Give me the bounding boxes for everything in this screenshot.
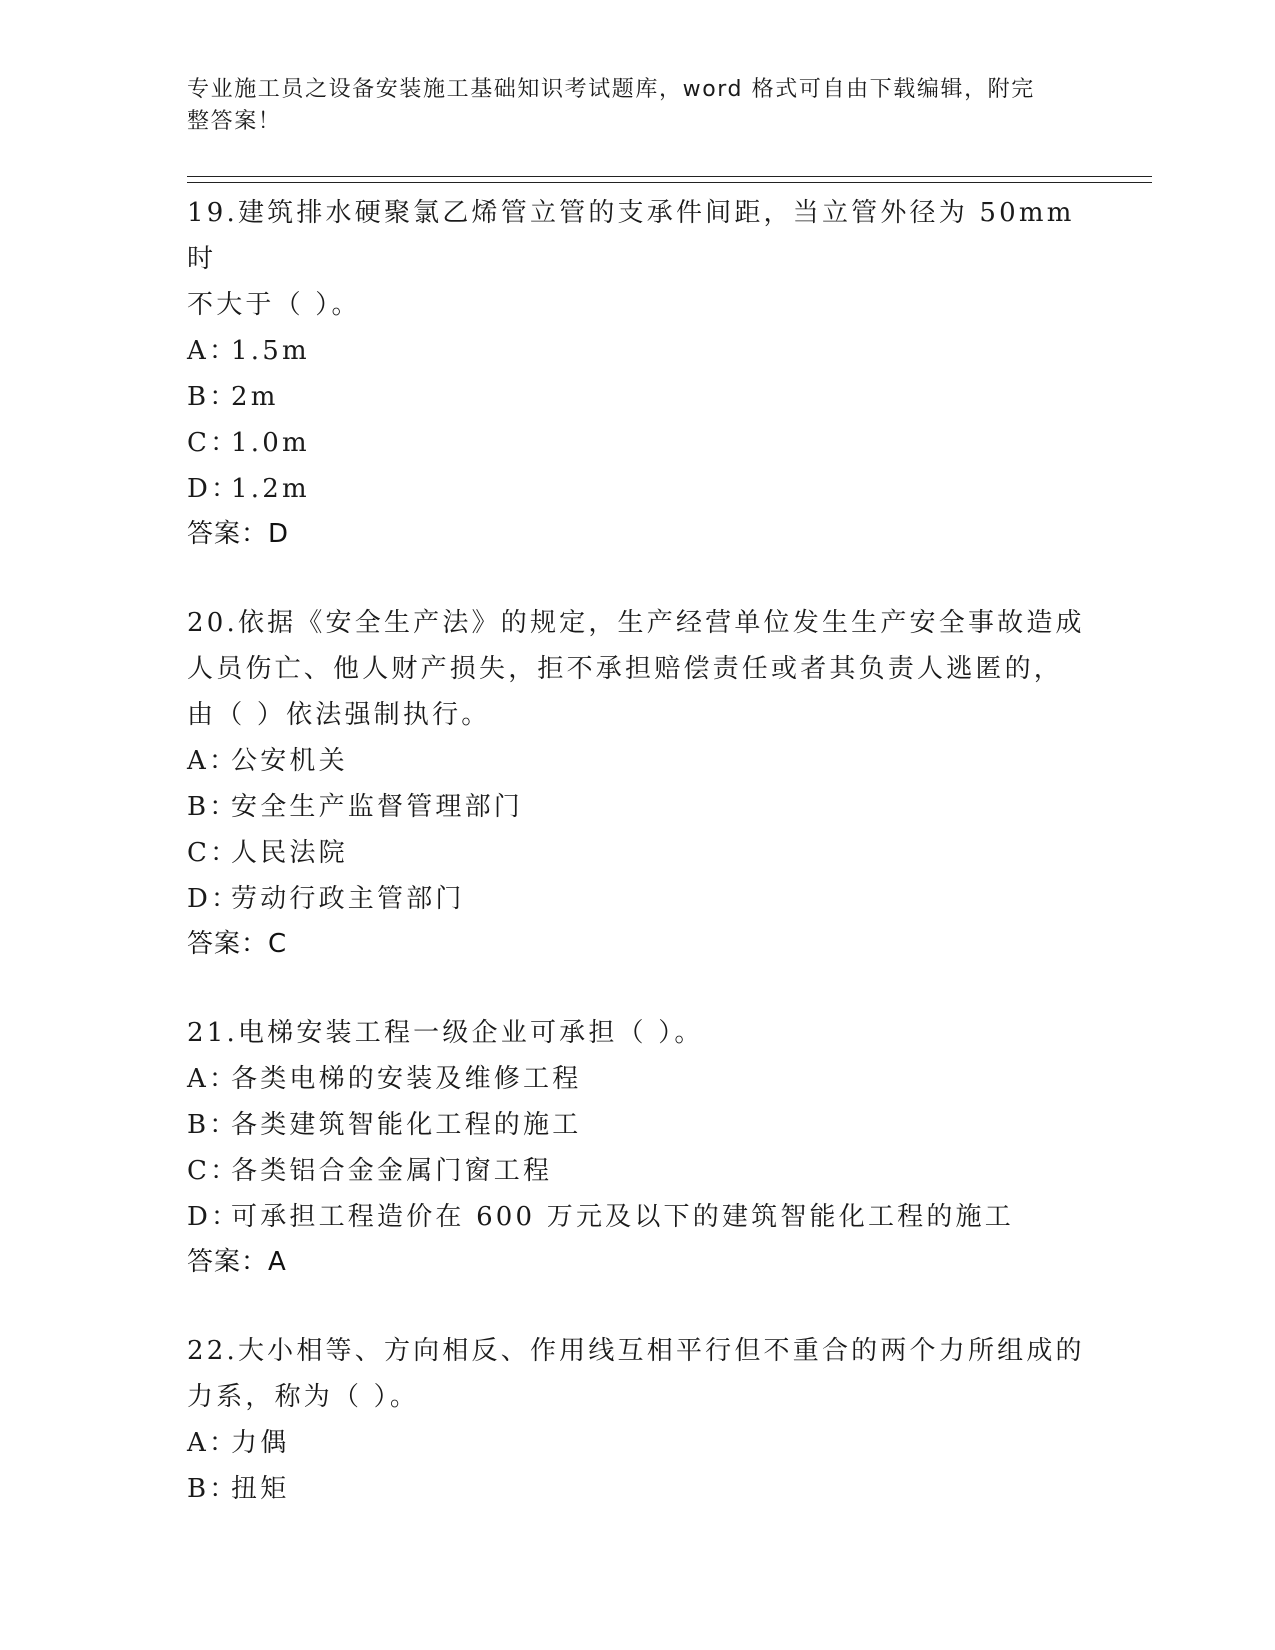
question-22 [187, 1328, 1087, 1512]
header-title-line-1: 专业施工员之设备安装施工基础知识考试题库，word 格式可自由下载编辑，附完 [187, 77, 1035, 102]
answer-label: 答案：A [187, 1247, 287, 1277]
question-spacer [187, 966, 1087, 1010]
question-spacer [187, 1284, 1087, 1328]
question-stem-line: 人员伤亡、他人财产损失，拒不承担赔偿责任或者其负责人逃匿的， [187, 654, 1064, 684]
option-key: A： [187, 746, 239, 776]
option-text: 劳动行政主管部门 [231, 884, 465, 914]
option-a [187, 738, 1087, 784]
option-d [187, 876, 1087, 922]
option-c [187, 420, 1087, 466]
option-key: B： [187, 382, 239, 412]
question-19 [187, 190, 1087, 556]
question-spacer [187, 556, 1087, 600]
option-text: 可承担工程造价在 600 万元及以下的建筑智能化工程的施工 [231, 1202, 1014, 1232]
question-stem-line: 19.建筑排水硬聚氯乙烯管立管的支承件间距，当立管外径为 50mm 时 [187, 198, 1075, 274]
option-key: A： [187, 1064, 239, 1094]
option-c [187, 1148, 1087, 1194]
question-stem-line: 20.依据《安全生产法》的规定，生产经营单位发生生产安全事故造成 [187, 608, 1085, 638]
question-stem-line: 21.电梯安装工程一级企业可承担（ ）。 [187, 1018, 704, 1048]
option-b [187, 1466, 1087, 1512]
option-d [187, 466, 1087, 512]
header-divider-top [187, 176, 1152, 177]
option-a [187, 328, 1087, 374]
question-stem-line: 22.大小相等、方向相反、作用线互相平行但不重合的两个力所组成的 [187, 1336, 1085, 1366]
option-key: C： [187, 1156, 240, 1186]
answer-label: 答案：C [187, 929, 288, 959]
question-stem-line: 力系，称为（ ）。 [187, 1382, 420, 1412]
question-stem-line: 由（ ）依法强制执行。 [187, 700, 491, 730]
option-text: 公安机关 [231, 746, 348, 776]
option-text: 扭矩 [231, 1474, 290, 1504]
option-key: B： [187, 1110, 239, 1140]
document-header [187, 74, 1067, 138]
option-text: 1.2m [231, 474, 310, 504]
option-a [187, 1056, 1087, 1102]
option-key: D： [187, 1202, 241, 1232]
header-title-line-2: 整答案！ [187, 109, 282, 134]
answer-label: 答案：D [187, 519, 290, 549]
option-c [187, 830, 1087, 876]
option-a [187, 1420, 1087, 1466]
question-21 [187, 1010, 1087, 1284]
option-key: B： [187, 792, 239, 822]
header-divider-bottom [187, 182, 1152, 183]
option-text: 1.5m [231, 336, 310, 366]
option-d [187, 1194, 1087, 1240]
option-key: A： [187, 336, 239, 366]
option-text: 人民法院 [231, 838, 348, 868]
option-key: C： [187, 428, 240, 458]
option-text: 安全生产监督管理部门 [231, 792, 524, 822]
option-text: 力偶 [231, 1428, 290, 1458]
option-key: D： [187, 474, 241, 504]
option-b [187, 374, 1087, 420]
option-text: 1.0m [231, 428, 310, 458]
option-key: C： [187, 838, 240, 868]
question-list [187, 190, 1087, 1512]
option-text: 各类铝合金金属门窗工程 [231, 1156, 553, 1186]
option-b [187, 1102, 1087, 1148]
question-20 [187, 600, 1087, 966]
option-text: 2m [231, 382, 279, 412]
option-b [187, 784, 1087, 830]
option-key: D： [187, 884, 241, 914]
option-key: B： [187, 1474, 239, 1504]
option-text: 各类建筑智能化工程的施工 [231, 1110, 582, 1140]
option-text: 各类电梯的安装及维修工程 [231, 1064, 582, 1094]
question-stem-line: 不大于（ ）。 [187, 290, 361, 320]
option-key: A： [187, 1428, 239, 1458]
